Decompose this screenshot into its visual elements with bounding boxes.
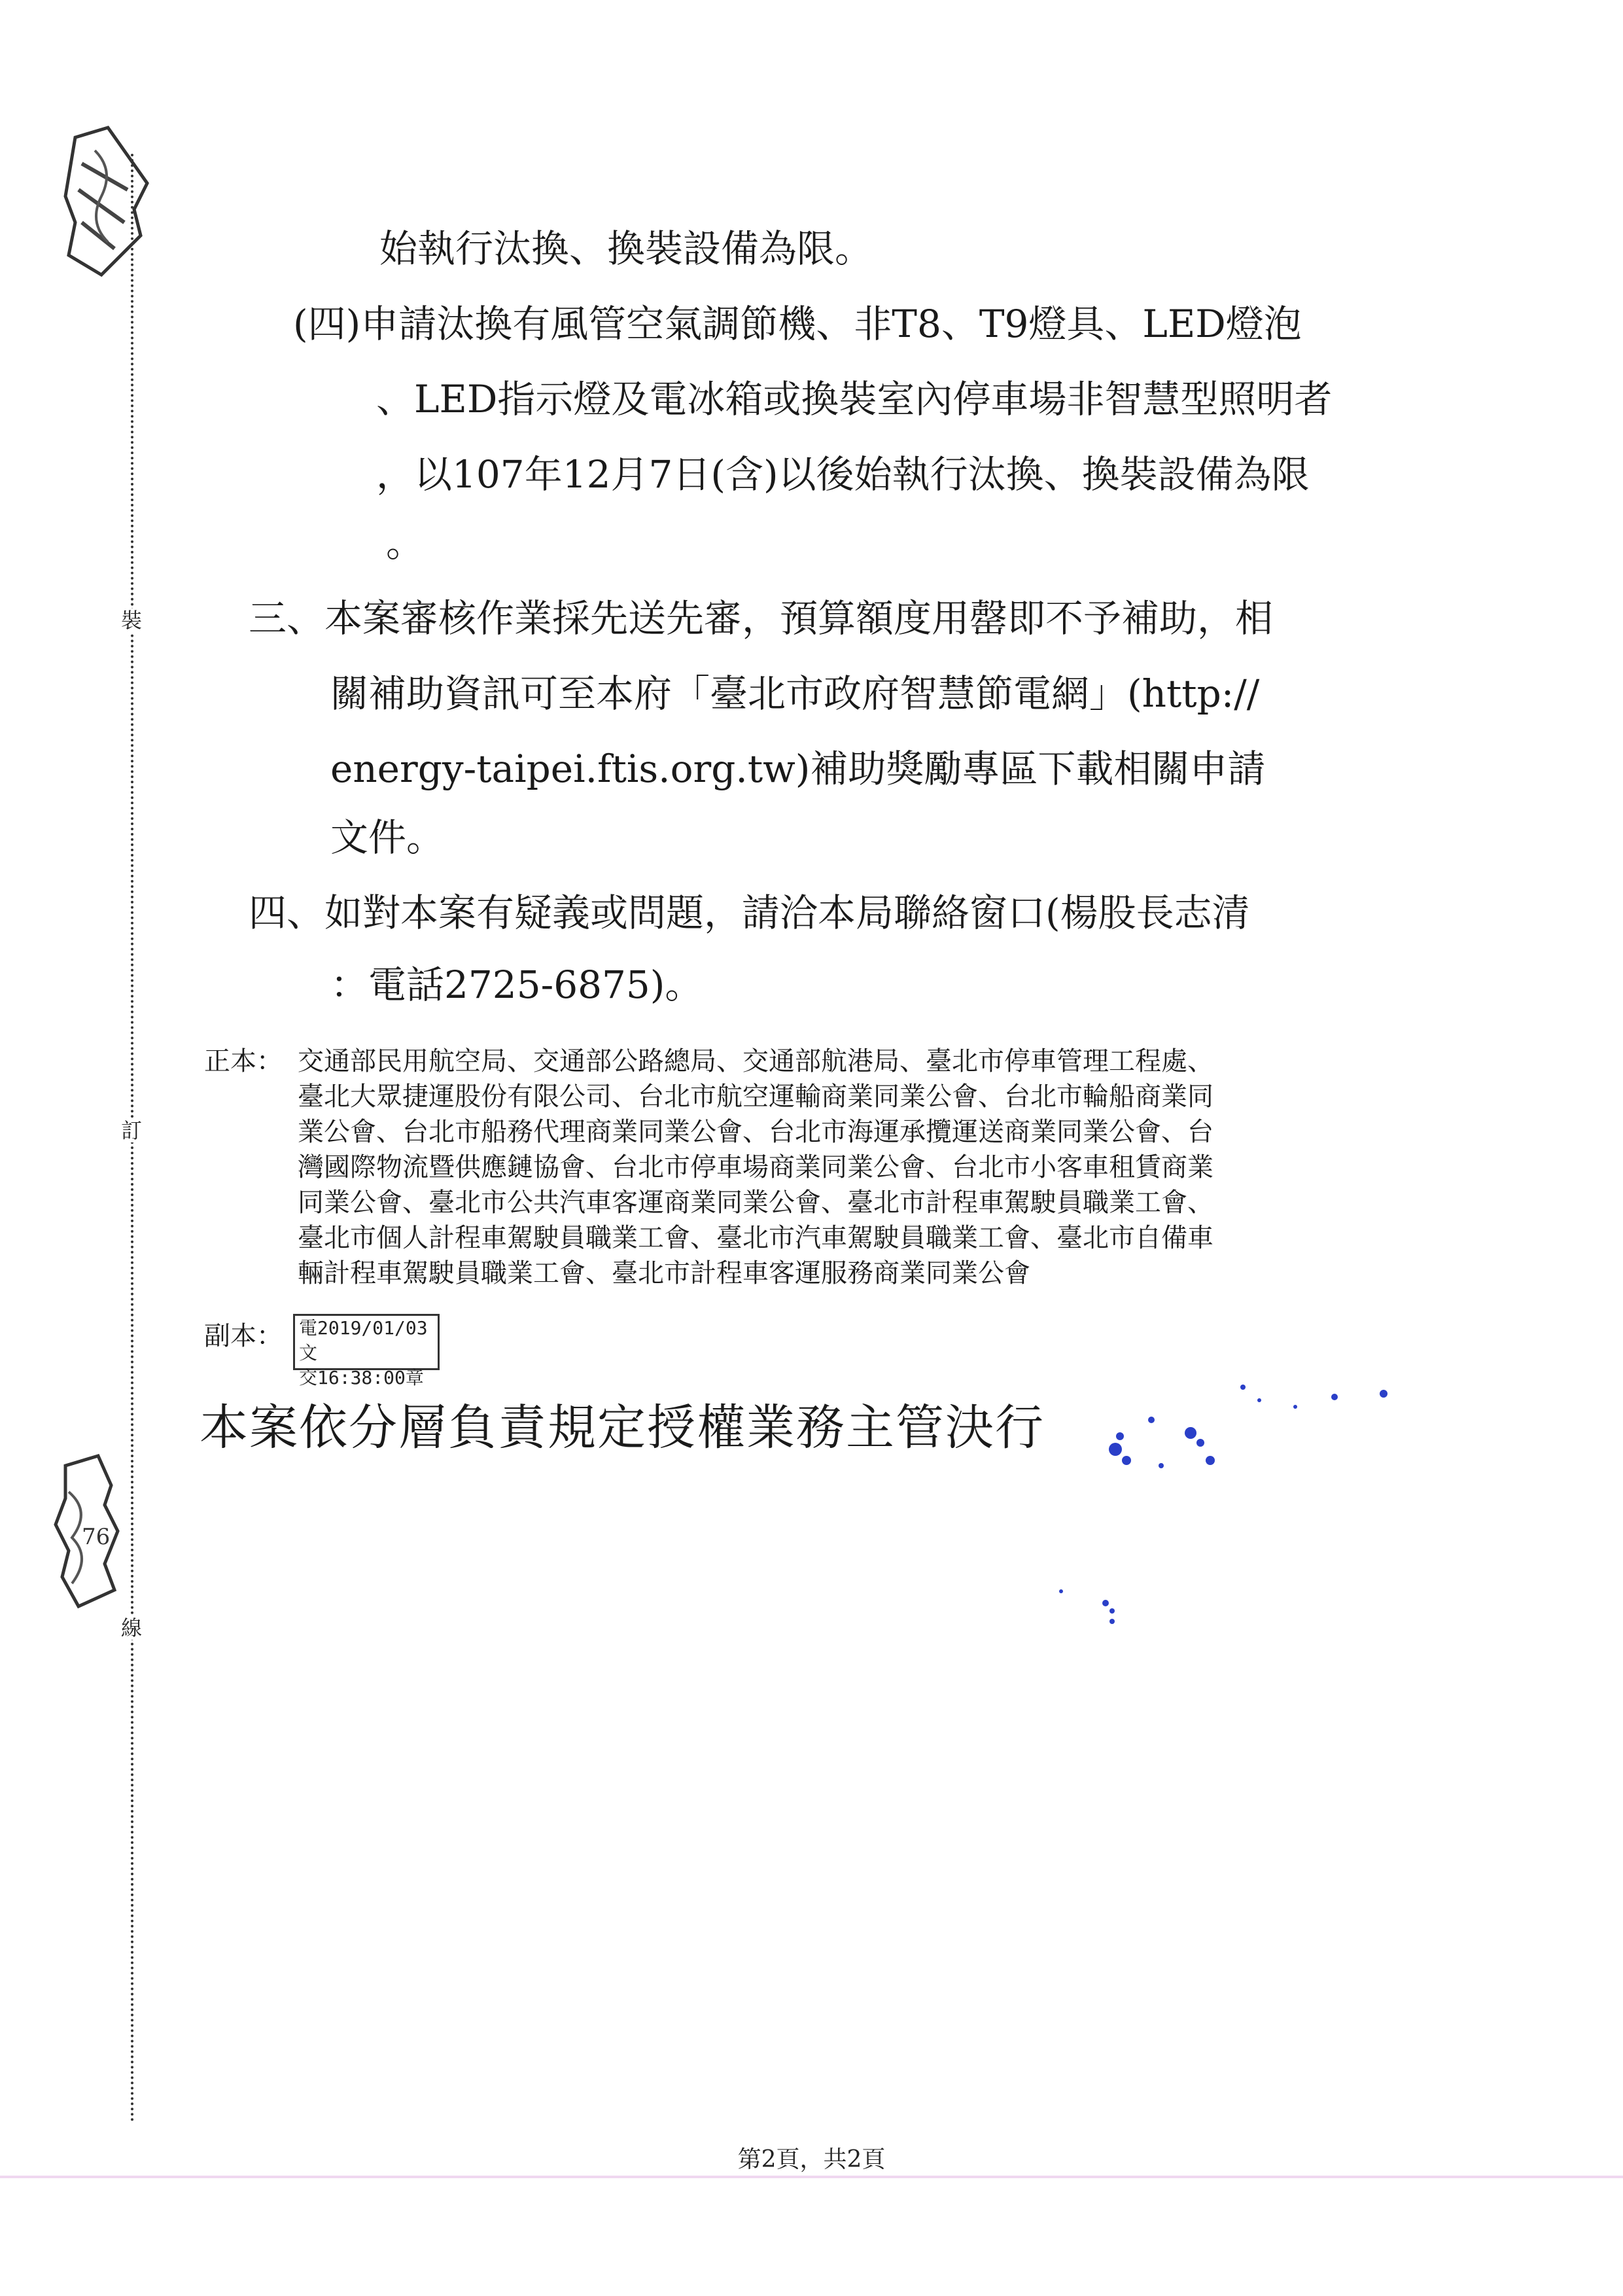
authorization-statement: 本案依分層負責規定授權業務主管決行 — [200, 1400, 1045, 1456]
page-number: 第2頁，共2頁 — [737, 2146, 886, 2173]
footer-rule — [0, 2176, 1623, 2178]
cc-main-line: 同業公會、臺北市公共汽車客運商業同業公會、臺北市計程車駕駛員職業工會、 — [298, 1188, 1213, 1218]
seal-stamp-icon — [62, 124, 154, 281]
cc-main-line: 灣國際物流暨供應鏈協會、台北市停車場商業同業公會、台北市小客車租賃商業 — [298, 1152, 1213, 1182]
cc-main-label: 正本： — [204, 1046, 283, 1076]
cc-main-line: 業公會、台北市船務代理商業同業公會、台北市海運承攬運送商業同業公會、台 — [298, 1117, 1213, 1147]
cc-main-line: 臺北大眾捷運股份有限公司、台北市航空運輸商業同業公會、台北市輪船商業同 — [298, 1082, 1213, 1112]
dispatch-stamp-line2: 交16:38:00章 — [299, 1367, 424, 1388]
item4-line3: ，以107年12月7日(含)以後始執行汰換、換裝設備為限 — [376, 452, 1310, 497]
section4-line1: 四、如對本案有疑義或問題，請洽本局聯絡窗口(楊股長志清 — [249, 891, 1250, 935]
section3-line4: 文件。 — [330, 815, 445, 860]
item4-continuation: 始執行汰換、換裝設備為限。 — [379, 226, 873, 271]
item4-line1: (四)申請汰換有風管空氣調節機、非T8、T9燈具、LED燈泡 — [293, 302, 1302, 346]
section3-line1: 三、本案審核作業採先送先審，預算額度用罄即不予補助，相 — [249, 596, 1274, 641]
cc-copy-label: 副本： — [204, 1321, 283, 1351]
dispatch-stamp — [293, 1314, 440, 1388]
dispatch-stamp-line1: 電2019/01/03文 — [299, 1317, 428, 1364]
cc-main-line: 臺北市個人計程車駕駛員職業工會、臺北市汽車駕駛員職業工會、臺北市自備車 — [298, 1223, 1213, 1253]
item4-line4: 。 — [386, 521, 425, 565]
section3-line3: energy-taipei.ftis.org.tw)補助獎勵專區下載相關申請 — [330, 747, 1266, 791]
seal-page-number: 76 — [82, 1524, 111, 1550]
cc-main-line: 輛計程車駕駛員職業工會、臺北市計程車客運服務商業同業公會 — [298, 1258, 1030, 1288]
binding-label-xian: 線 — [120, 1616, 142, 1640]
item4-line2: 、LED指示燈及電冰箱或換裝室內停車場非智慧型照明者 — [376, 377, 1333, 421]
binding-label-zhuang: 裝 — [120, 608, 142, 633]
section4-line2: ：電話2725-6875)。 — [330, 963, 703, 1007]
binding-label-ding: 訂 — [120, 1118, 142, 1143]
page-seal-icon — [52, 1453, 124, 1610]
section3-line2: 關補助資訊可至本府「臺北市政府智慧節電網」(http:// — [330, 671, 1260, 716]
cc-main-line: 交通部民用航空局、交通部公路總局、交通部航港局、臺北市停車管理工程處、 — [298, 1046, 1213, 1076]
